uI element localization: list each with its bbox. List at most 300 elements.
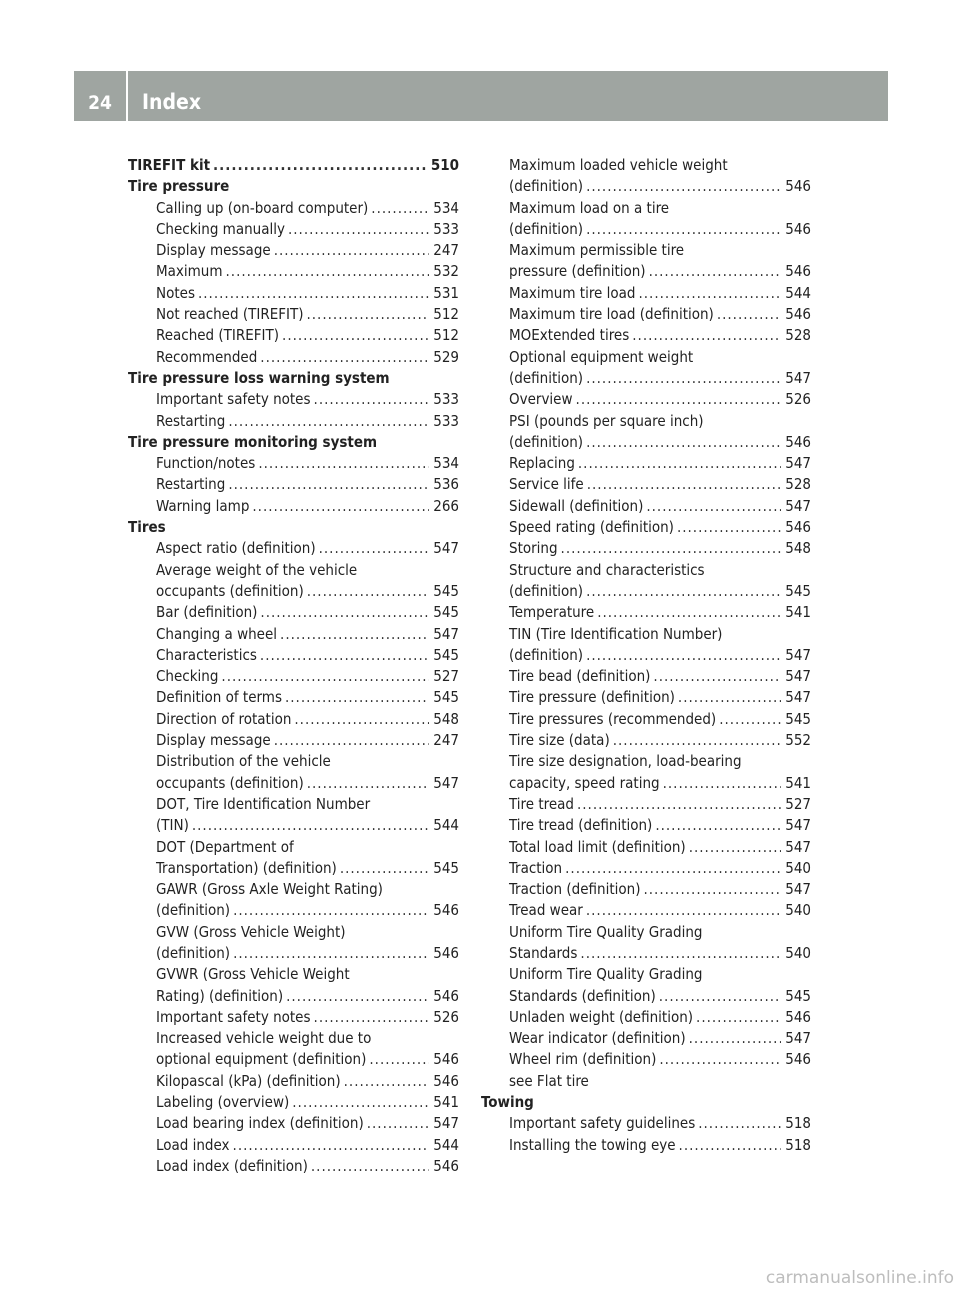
page-reference: 546 (433, 1156, 459, 1175)
leader-dots (719, 709, 781, 730)
entry-text: Important safety guidelines (509, 1114, 696, 1133)
index-entry (128, 560, 459, 581)
leader-dots (653, 666, 781, 687)
entry-text: (definition) (156, 943, 231, 962)
index-entry (128, 922, 459, 943)
index-entry (481, 751, 811, 772)
entry-text: Uniform Tire Quality Grading (509, 965, 703, 984)
page-reference: 547 (785, 880, 811, 899)
page-reference: 547 (785, 645, 811, 664)
index-entry (481, 645, 811, 666)
leader-dots (678, 687, 781, 708)
entry-text: Maximum loaded vehicle weight (509, 156, 728, 174)
index-entry (128, 858, 459, 879)
index-entry (128, 389, 459, 410)
page-reference: 545 (433, 581, 459, 600)
index-entry (481, 624, 811, 645)
entry-text: Checking (156, 667, 219, 686)
entry-text: Overview (509, 390, 573, 409)
entry-text: capacity, speed rating (509, 773, 660, 792)
entry-text: (definition) (509, 177, 584, 196)
index-entry (128, 986, 459, 1007)
leader-dots (226, 261, 430, 282)
entry-text: Direction of rotation (156, 709, 292, 728)
index-entry (481, 900, 811, 921)
leader-dots (577, 794, 781, 815)
index-entry (128, 261, 459, 282)
page-reference: 544 (433, 816, 459, 835)
index-heading (481, 1092, 811, 1113)
page-reference: 547 (433, 773, 459, 792)
entry-text: Speed rating (definition) (509, 518, 674, 537)
entry-text: Standards (definition) (509, 986, 656, 1005)
entry-text: TIN (Tire Identification Number) (509, 624, 723, 643)
index-entry (128, 645, 459, 666)
index-entry (481, 474, 811, 495)
index-entry (128, 751, 459, 772)
page-title: Index (142, 90, 202, 114)
page-reference: 548 (433, 709, 459, 728)
page-reference: 247 (433, 241, 459, 260)
entry-text: Tire pressure (definition) (509, 688, 675, 707)
index-entry (481, 730, 811, 751)
leader-dots (586, 900, 781, 921)
index-heading (128, 432, 459, 453)
entry-text: (definition) (509, 432, 584, 451)
entry-text: Definition of terms (156, 688, 282, 707)
leader-dots (586, 219, 781, 240)
entry-text: Important safety notes (156, 390, 311, 409)
page-reference: 546 (433, 943, 459, 962)
index-entry (481, 453, 811, 474)
entry-text: Total load limit (definition) (509, 837, 686, 856)
leader-dots (643, 879, 781, 900)
leader-dots (586, 368, 781, 389)
page-reference: 547 (433, 624, 459, 643)
index-entry (481, 261, 811, 282)
leader-dots (314, 1007, 430, 1028)
leader-dots (233, 1135, 430, 1156)
entry-text: Wear indicator (definition) (509, 1029, 686, 1048)
entry-text: Restarting (156, 411, 226, 430)
leader-dots (274, 240, 430, 261)
entry-text: occupants (definition) (156, 581, 304, 600)
leader-dots (613, 730, 782, 751)
index-entry (128, 773, 459, 794)
leader-dots (586, 581, 781, 602)
leader-dots (587, 474, 782, 495)
entry-text: Important safety notes (156, 1007, 311, 1026)
index-entry (128, 304, 459, 325)
leader-dots (649, 261, 782, 282)
index-entry (128, 453, 459, 474)
entry-text: Display message (156, 241, 271, 260)
leader-dots (233, 943, 429, 964)
page-reference: 546 (785, 219, 811, 238)
index-entry (481, 432, 811, 453)
entry-text: Service life (509, 475, 584, 494)
index-entry (128, 1028, 459, 1049)
leader-dots (233, 900, 429, 921)
index-entry (128, 538, 459, 559)
index-entry (481, 240, 811, 261)
index-entry (481, 922, 811, 943)
entry-text: Tire pressure (128, 177, 230, 196)
entry-text: Structure and characteristics (509, 560, 705, 579)
entry-text: Temperature (509, 603, 595, 622)
entry-text: (definition) (156, 901, 231, 920)
page-reference: 526 (433, 1007, 459, 1026)
page-reference: 546 (785, 177, 811, 196)
index-entry (128, 837, 459, 858)
leader-dots (285, 687, 429, 708)
page-reference: 547 (433, 1114, 459, 1133)
index-entry (481, 347, 811, 368)
entry-text: Calling up (on-board computer) (156, 198, 369, 217)
index-entry (128, 240, 459, 261)
index-entry (481, 496, 811, 517)
entry-text: MOExtended tires (509, 326, 630, 345)
entry-text: Traction (definition) (509, 880, 641, 899)
entry-text: (TIN) (156, 816, 189, 835)
entry-text: Towing (481, 1093, 534, 1112)
entry-text: Rating) (definition) (156, 986, 284, 1005)
index-column-right (481, 155, 811, 1156)
entry-text: (definition) (509, 581, 584, 600)
index-heading (128, 155, 459, 176)
page-reference: 533 (433, 219, 459, 238)
entry-text: Function/notes (156, 454, 256, 473)
leader-dots (597, 602, 781, 623)
page-reference: 534 (433, 198, 459, 217)
page-reference: 547 (785, 454, 811, 473)
index-entry (128, 666, 459, 687)
page-reference: 546 (785, 305, 811, 324)
index-entry (481, 560, 811, 581)
index-entry (481, 389, 811, 410)
page-reference: 526 (785, 390, 811, 409)
leader-dots (586, 176, 781, 197)
page-reference: 541 (785, 773, 811, 792)
leader-dots (586, 432, 781, 453)
entry-text: DOT, Tire Identification Number (156, 794, 371, 813)
index-entry (128, 1092, 459, 1113)
entry-text: Tire tread (definition) (509, 816, 653, 835)
entry-text: Restarting (156, 475, 226, 494)
leader-dots (260, 347, 429, 368)
entry-text: Tire size designation, load-bearing (509, 752, 742, 771)
page-reference: 546 (785, 432, 811, 451)
index-entry (481, 837, 811, 858)
leader-dots (565, 858, 781, 879)
entry-text: Unladen weight (definition) (509, 1007, 694, 1026)
entry-text: Display message (156, 731, 271, 750)
index-entry (128, 347, 459, 368)
page-reference: 546 (785, 262, 811, 281)
leader-dots (677, 517, 781, 538)
leader-dots (632, 325, 781, 346)
entry-text: Warning lamp (156, 496, 250, 515)
page-reference: 528 (785, 475, 811, 494)
leader-dots (292, 1092, 429, 1113)
index-entry (481, 815, 811, 836)
leader-dots (663, 773, 782, 794)
page-reference: 546 (433, 1050, 459, 1069)
page-reference: 531 (433, 283, 459, 302)
entry-text: Tire pressures (recommended) (509, 709, 717, 728)
entry-text: Replacing (509, 454, 575, 473)
index-entry (481, 411, 811, 432)
index-entry (481, 325, 811, 346)
leader-dots (288, 219, 429, 240)
index-entry (481, 538, 811, 559)
index-entry (128, 496, 459, 517)
leader-dots (228, 411, 429, 432)
page-reference: 545 (785, 986, 811, 1005)
page-reference: 547 (433, 539, 459, 558)
index-entry (128, 219, 459, 240)
leader-dots (260, 602, 429, 623)
entry-text: Maximum (156, 262, 223, 281)
entry-text: Storing (509, 539, 558, 558)
leader-dots (679, 1135, 782, 1156)
entry-text: Aspect ratio (definition) (156, 539, 316, 558)
leader-dots (367, 1113, 430, 1134)
index-entry (128, 900, 459, 921)
index-entry (481, 709, 811, 730)
entry-text: optional equipment (definition) (156, 1050, 367, 1069)
entry-text: Recommended (156, 347, 258, 366)
entry-text: Characteristics (156, 645, 257, 664)
entry-text: Optional equipment weight (509, 347, 694, 366)
index-entry (128, 709, 459, 730)
index-entry (481, 943, 811, 964)
leader-dots (655, 815, 781, 836)
page-reference: 510 (430, 156, 459, 174)
index-entry (481, 517, 811, 538)
page-reference: 547 (785, 368, 811, 387)
page-reference: 546 (785, 518, 811, 537)
leader-dots (344, 1071, 430, 1092)
watermark: carmanualsonline.info (765, 1268, 954, 1288)
page-reference: 536 (433, 475, 459, 494)
entry-text: Distribution of the vehicle (156, 752, 331, 771)
index-entry (481, 155, 811, 176)
page-number: 24 (88, 92, 112, 114)
index-entry (481, 687, 811, 708)
entry-text: Increased vehicle weight due to (156, 1029, 372, 1048)
leader-dots (306, 304, 429, 325)
index-entry (481, 879, 811, 900)
index-entry (128, 624, 459, 645)
page-reference: 533 (433, 411, 459, 430)
entry-text: PSI (pounds per square inch) (509, 411, 704, 430)
page-reference: 546 (433, 1071, 459, 1090)
leader-dots (638, 283, 781, 304)
index-entry (128, 1007, 459, 1028)
entry-text: Load bearing index (definition) (156, 1114, 364, 1133)
page-reference: 545 (785, 709, 811, 728)
entry-text: (definition) (509, 219, 584, 238)
page-reference: 544 (785, 283, 811, 302)
page-reference: 527 (785, 794, 811, 813)
page-reference: 528 (785, 326, 811, 345)
page-reference: 540 (785, 901, 811, 920)
entry-text: Notes (156, 283, 195, 302)
index-entry (128, 964, 459, 985)
index-entry (481, 773, 811, 794)
leader-dots (213, 155, 427, 176)
leader-dots (659, 1049, 781, 1070)
page-reference: 547 (785, 688, 811, 707)
page-reference: 512 (433, 305, 459, 324)
page-reference: 534 (433, 454, 459, 473)
leader-dots (274, 730, 430, 751)
page-reference: 266 (433, 496, 459, 515)
index-entry (128, 581, 459, 602)
leader-dots (319, 538, 430, 559)
index-entry (128, 602, 459, 623)
entry-text: GVWR (Gross Vehicle Weight (156, 965, 350, 984)
index-entry (481, 176, 811, 197)
page-reference: 545 (433, 858, 459, 877)
index-entry (481, 602, 811, 623)
entry-text: GVW (Gross Vehicle Weight) (156, 922, 346, 941)
leader-dots (689, 1028, 782, 1049)
page-reference: 546 (785, 1050, 811, 1069)
entry-text: Tire tread (509, 794, 574, 813)
index-entry (128, 794, 459, 815)
header-divider (126, 71, 128, 121)
page-reference: 545 (433, 603, 459, 622)
index-entry (481, 304, 811, 325)
entry-text: Reached (TIREFIT) (156, 326, 280, 345)
index-column-left (128, 155, 459, 1177)
page-reference: 533 (433, 390, 459, 409)
leader-dots (307, 773, 430, 794)
page-reference: 541 (785, 603, 811, 622)
entry-text: pressure (definition) (509, 262, 646, 281)
index-entry (128, 411, 459, 432)
entry-text: Load index (definition) (156, 1156, 308, 1175)
entry-text: Transportation) (definition) (156, 858, 337, 877)
index-entry (128, 1156, 459, 1177)
page-reference: 544 (433, 1135, 459, 1154)
page-reference: 546 (433, 986, 459, 1005)
page-reference: 540 (785, 858, 811, 877)
entry-text: see Flat tire (509, 1071, 589, 1090)
leader-dots (192, 815, 429, 836)
entry-text: Installing the towing eye (509, 1135, 676, 1154)
page-reference: 546 (785, 1007, 811, 1026)
page-header (74, 71, 888, 121)
leader-dots (260, 645, 429, 666)
index-entry (481, 198, 811, 219)
index-entry (128, 283, 459, 304)
leader-dots (371, 198, 429, 219)
entry-text: Tire size (data) (509, 731, 610, 750)
entry-text: occupants (definition) (156, 773, 304, 792)
page-reference: 529 (433, 347, 459, 366)
index-heading (128, 176, 459, 197)
index-entry (128, 687, 459, 708)
index-heading (128, 517, 459, 538)
leader-dots (586, 645, 781, 666)
index-entry (481, 581, 811, 602)
page-reference: 545 (785, 581, 811, 600)
index-entry (128, 1071, 459, 1092)
entry-text: Load index (156, 1135, 230, 1154)
entry-text: Sidewall (definition) (509, 496, 644, 515)
leader-dots (311, 1156, 429, 1177)
entry-text: Tread wear (509, 901, 583, 920)
page-reference: 552 (785, 731, 811, 750)
leader-dots (689, 837, 782, 858)
page-reference: 518 (785, 1135, 811, 1154)
index-entry (481, 858, 811, 879)
index-entry (128, 198, 459, 219)
leader-dots (221, 666, 429, 687)
index-entry (481, 1049, 811, 1070)
index-entry (481, 1135, 811, 1156)
index-entry (481, 666, 811, 687)
leader-dots (258, 453, 429, 474)
entry-text: Average weight of the vehicle (156, 560, 358, 579)
page-reference: 518 (785, 1114, 811, 1133)
leader-dots (307, 581, 430, 602)
index-entry (128, 325, 459, 346)
index-entry (481, 1007, 811, 1028)
entry-text: (definition) (509, 368, 584, 387)
entry-text: Tire pressure monitoring system (128, 432, 378, 451)
leader-dots (698, 1113, 781, 1134)
page-reference: 545 (433, 645, 459, 664)
entry-text: (definition) (509, 645, 584, 664)
page-reference: 547 (785, 667, 811, 686)
entry-text: Changing a wheel (156, 624, 278, 643)
leader-dots (561, 538, 782, 559)
entry-text: Checking manually (156, 219, 285, 238)
entry-text: Kilopascal (kPa) (definition) (156, 1071, 341, 1090)
page-reference: 547 (785, 496, 811, 515)
index-entry (481, 219, 811, 240)
entry-text: Maximum tire load (definition) (509, 305, 714, 324)
leader-dots (198, 283, 429, 304)
page-reference: 545 (433, 688, 459, 707)
entry-text: TIREFIT kit (128, 156, 211, 174)
leader-dots (286, 986, 429, 1007)
page-reference: 247 (433, 731, 459, 750)
index-entry (481, 283, 811, 304)
entry-text: Tires (128, 518, 166, 537)
index-entry (128, 1049, 459, 1070)
index-entry (481, 368, 811, 389)
index-entry (128, 943, 459, 964)
leader-dots (340, 858, 429, 879)
index-entry (128, 1113, 459, 1134)
leader-dots (369, 1049, 429, 1070)
index-heading (128, 368, 459, 389)
page-reference: 512 (433, 326, 459, 345)
entry-text: DOT (Department of (156, 837, 294, 856)
entry-text: Maximum load on a tire (509, 198, 670, 217)
entry-text: Maximum tire load (509, 283, 636, 302)
entry-text: Traction (509, 858, 563, 877)
page-reference: 548 (785, 539, 811, 558)
page-reference: 546 (433, 901, 459, 920)
leader-dots (228, 474, 429, 495)
page-reference: 527 (433, 667, 459, 686)
